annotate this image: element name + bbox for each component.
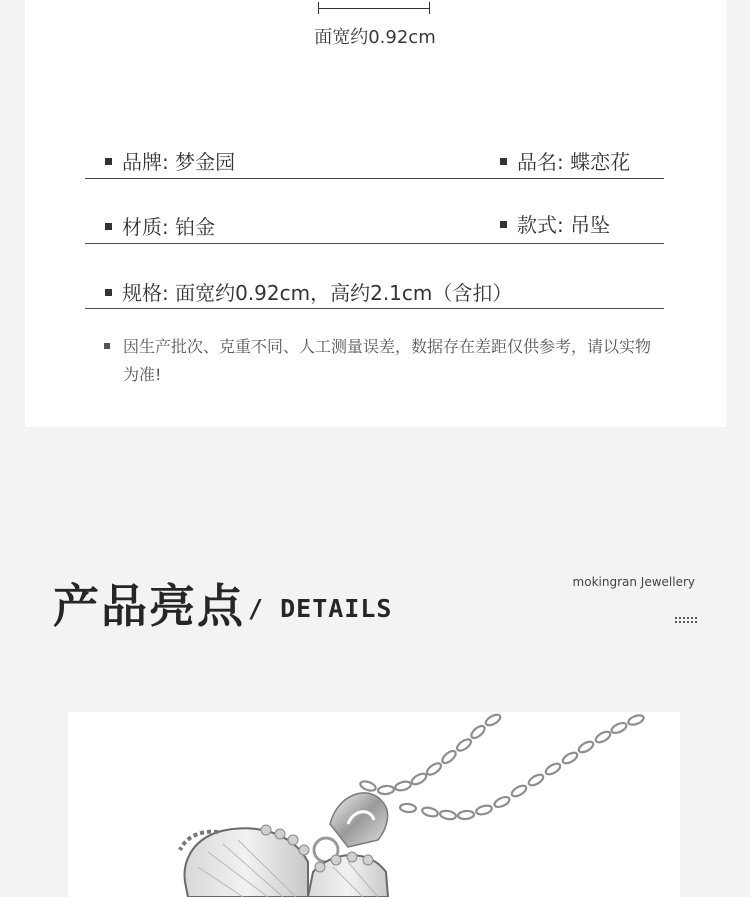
spec-material-text: 材质: 铂金 bbox=[122, 215, 216, 239]
brand-english-name: mokingran Jewellery bbox=[572, 575, 695, 589]
width-dimension-marker bbox=[318, 2, 430, 14]
width-dimension-label: 面宽约0.92cm bbox=[314, 27, 436, 48]
decorative-dots-icon bbox=[675, 617, 697, 623]
spec-row-brand bbox=[85, 138, 664, 179]
spec-row-material bbox=[85, 203, 664, 244]
section-subtitle: / DETAILS bbox=[248, 594, 393, 623]
spec-material bbox=[105, 211, 215, 240]
bullet-icon bbox=[104, 343, 110, 349]
measurement-note bbox=[104, 333, 664, 389]
spec-style bbox=[500, 209, 610, 238]
measurement-note-text: 因生产批次、克重不同、人工测量误差，数据存在差距仅供参考，请以实物为准! bbox=[123, 337, 652, 384]
section-title: 产品亮点 bbox=[53, 579, 245, 633]
spec-name-text: 品名: 蝶恋花 bbox=[517, 150, 631, 174]
spec-brand bbox=[105, 146, 235, 175]
bullet-icon bbox=[500, 158, 507, 165]
bullet-icon bbox=[105, 223, 112, 230]
spec-style-text: 款式: 吊坠 bbox=[517, 213, 611, 237]
bullet-icon bbox=[105, 158, 112, 165]
spec-size-text: 规格: 面宽约0.92cm，高约2.1cm（含扣） bbox=[122, 281, 513, 305]
bullet-icon bbox=[105, 289, 112, 296]
butterfly-pendant-necklace-icon bbox=[68, 712, 680, 897]
product-photo bbox=[68, 712, 680, 897]
spec-name bbox=[500, 146, 630, 175]
bullet-icon bbox=[500, 221, 507, 228]
spec-size bbox=[105, 277, 512, 306]
spec-row-size bbox=[85, 268, 664, 309]
spec-brand-text: 品牌: 梦金园 bbox=[122, 150, 236, 174]
